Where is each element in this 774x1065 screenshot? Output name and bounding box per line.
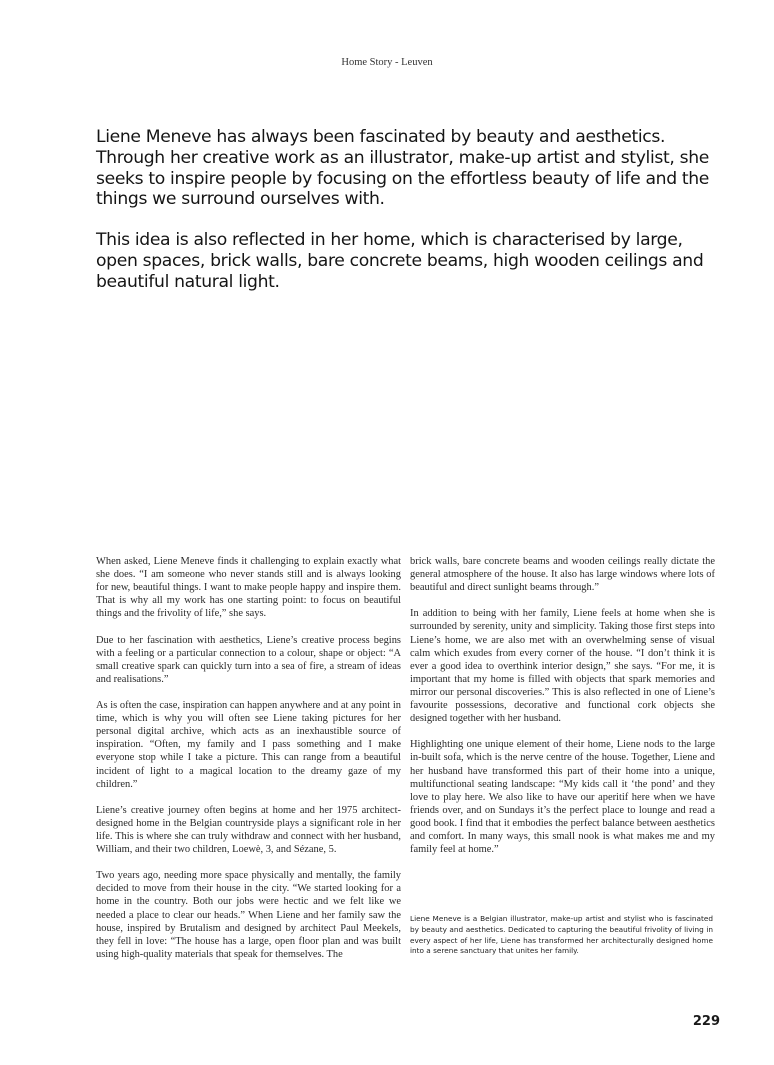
body-paragraph: Two years ago, needing more space physically and mentally, the family decided to move from their house in the city. “We started looking for a home in the country. Both our jobs were hectic and we felt like we needed a place to clear our heads.” When Liene and her family saw the house, inspired by Brutalism and designed by architect Paul Meekels, they fell in love: “The house has a large, open floor plan and was built using high-quality materials that speak for themselves. The (96, 870, 401, 960)
intro-lead (96, 127, 716, 313)
running-head: Home Story - Leuven (341, 57, 433, 68)
body-paragraph: As is often the case, inspiration can happen anywhere and at any point in time, which is why you will often see Liene taking pictures for her personal digital archive, which acts as an inexhaustible source of inspiration. “Often, my family and I pass something and I make everyone stop while I take a picture. This can range from a beautiful incident of light to a magical location to the dreamy gaze of my children.” (96, 700, 401, 790)
body-column-right (410, 555, 715, 869)
intro-paragraph: Liene Meneve has always been fascinated by beauty and aesthetics. Through her creative work as an illustrator, make-up artist and stylist, she seeks to inspire people by focusing on the effortless beauty of life and the things we surround ourselves with. (96, 127, 710, 210)
body-column-left (96, 555, 401, 974)
body-paragraph: Liene’s creative journey often begins at home and her 1975 architect-designed home in the Belgian countryside plays a significant role in her life. This is where she can truly withdraw and connect with her husband, William, and their two children, Loewè, 3, and Sézane, 5. (96, 804, 401, 856)
body-paragraph: In addition to being with her family, Liene feels at home when she is surrounded by serenity, unity and simplicity. Taking those first steps into Liene’s home, we are also met with an overwhelming sense of visual calm which exudes from every corner of the house. “I don’t think it is ever a good idea to overthink interior design,” she says. “For me, it is important that my home is filled with objects that spark memories and mirror our personal discoveries.” This is also reflected in one of Liene’s favourite possessions, decorative and functional cork objects she designed together with her husband. (410, 608, 715, 725)
intro-paragraph: This idea is also reflected in her home, which is characterised by large, open spaces, brick walls, bare concrete beams, high wooden ceilings and beautiful natural light. (96, 230, 704, 292)
page-number: 229 (692, 1014, 720, 1029)
body-paragraph: Highlighting one unique element of their home, Liene nods to the large in-built sofa, which is the nerve centre of the house. Together, Liene and her husband have transformed this part of their home into a unique, multifunctional seating landscape: “My kids call it ‘the pond’ and they love to play here. We also like to have our aperitif here when we have friends over, and on Sundays it’s the perfect place to lounge and read a good book. I find that it embodies the perfect balance between aesthetics and comfort. In many ways, this small nook is what makes me and my family feel at home.” (410, 739, 715, 856)
body-paragraph: When asked, Liene Meneve finds it challenging to explain exactly what she does. “I am someone who never stands still and is always looking for new, beautiful things. I want to make people happy and inspire them. That is why all my work has one starting point: to focus on beautiful things and the frivolity of life,” she says. (96, 556, 401, 620)
body-paragraph: Due to her fascination with aesthetics, Liene’s creative process begins with a feeling or a particular connection to a colour, shape or object: “A small creative spark can quickly turn into a sea of fire, a stream of ideas and realisations.” (96, 634, 401, 685)
author-bio: Liene Meneve is a Belgian illustrator, make-up artist and stylist who is fascinated by beauty and aesthetics. Dedicated to capturing the beautiful frivolity of living in every aspect of her life, Liene has transformed her architecturally designed home into a serene sanctuary that unites her family. (410, 914, 713, 956)
body-paragraph: brick walls, bare concrete beams and wooden ceilings really dictate the general atmosphere of the house. It also has large windows where lots of beautiful and direct sunlight beams through.” (410, 556, 715, 594)
